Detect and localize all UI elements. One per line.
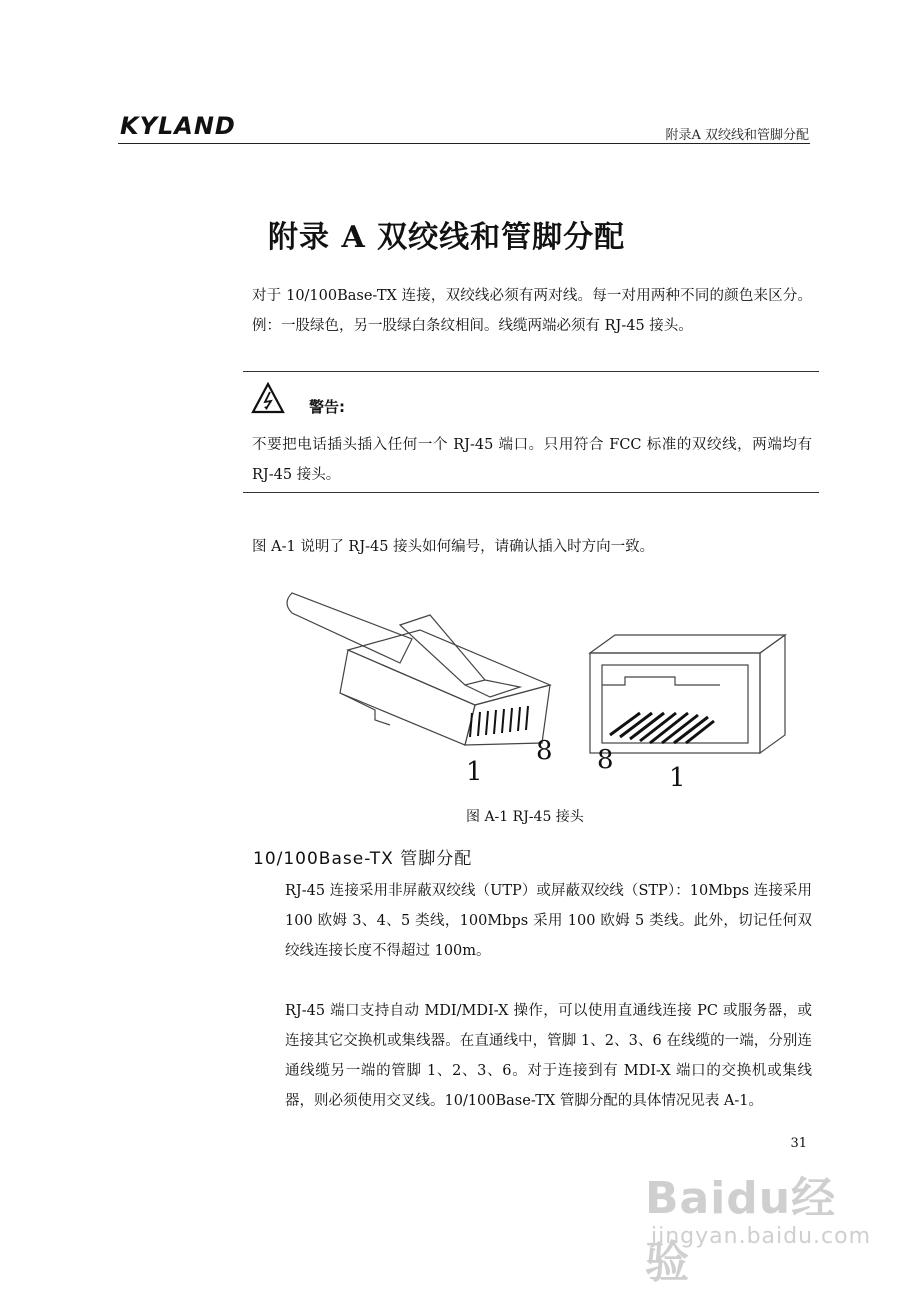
- warning-top-divider: [243, 371, 819, 372]
- watermark-url-text: jingyan.baidu.com: [651, 1224, 872, 1249]
- header-divider: [118, 143, 810, 144]
- section-heading: 10/100Base-TX 管脚分配: [253, 849, 473, 869]
- rj45-connector-figure: [280, 585, 800, 800]
- intro-paragraph: 对于 10/100Base-TX 连接，双绞线必须有两对线。每一对用两种不同的颜色来区分。例：一股绿色，另一股绿白条纹相间。线缆两端必须有 RJ-45 接头。: [252, 288, 812, 334]
- warning-label: 警告:: [309, 398, 345, 416]
- watermark-main-text: Baidu经验: [645, 1173, 837, 1288]
- figure-intro-paragraph: 图 A-1 说明了 RJ-45 接头如何编号，请确认插入时方向一致。: [252, 539, 655, 555]
- section-paragraph-1: RJ-45 连接采用非屏蔽双绞线（UTP）或屏蔽双绞线（STP）：10Mbps 连接采用 100 欧姆 3、4、5 类线，100Mbps 采用 100 欧姆 5 类线。此外，切记任何双绞线连接长度不得超过 100m。: [285, 883, 812, 959]
- plug-pin-8-label: 8: [536, 736, 553, 766]
- running-header-title: 附录A 双绞线和管脚分配: [665, 128, 809, 143]
- rj45-jack-drawing: [590, 635, 785, 753]
- page-number: 31: [790, 1136, 807, 1151]
- jack-pin-1-label: 1: [669, 763, 686, 793]
- plug-pin-1-label: 1: [466, 757, 483, 787]
- jack-pin-8-label: 8: [597, 745, 614, 775]
- lightning-warning-icon: [251, 382, 285, 414]
- figure-caption: 图 A-1 RJ-45 接头: [466, 809, 584, 825]
- warning-bottom-divider: [243, 492, 819, 493]
- rj45-plug-drawing: [287, 593, 550, 745]
- kyland-logo: KYLAND: [120, 112, 236, 140]
- baidu-watermark: [645, 1162, 872, 1288]
- chapter-title: 附录 A 双绞线和管脚分配: [268, 220, 626, 255]
- section-paragraph-2: RJ-45 端口支持自动 MDI/MDI-X 操作，可以使用直通线连接 PC 或服务器，或连接其它交换机或集线器。在直通线中，管脚 1、2、3、6 在线缆的一端，分别连通线缆另一端的管脚 1、2、3、6。对于连接到有 MDI-X 端口的交换机或集线器，则必须使用交叉线。10/100Base-TX 管脚分配的具体情况见表 A-1。: [285, 1003, 812, 1109]
- warning-text: 不要把电话插头插入任何一个 RJ-45 端口。只用符合 FCC 标准的双绞线，两端均有 RJ-45 接头。: [252, 437, 812, 483]
